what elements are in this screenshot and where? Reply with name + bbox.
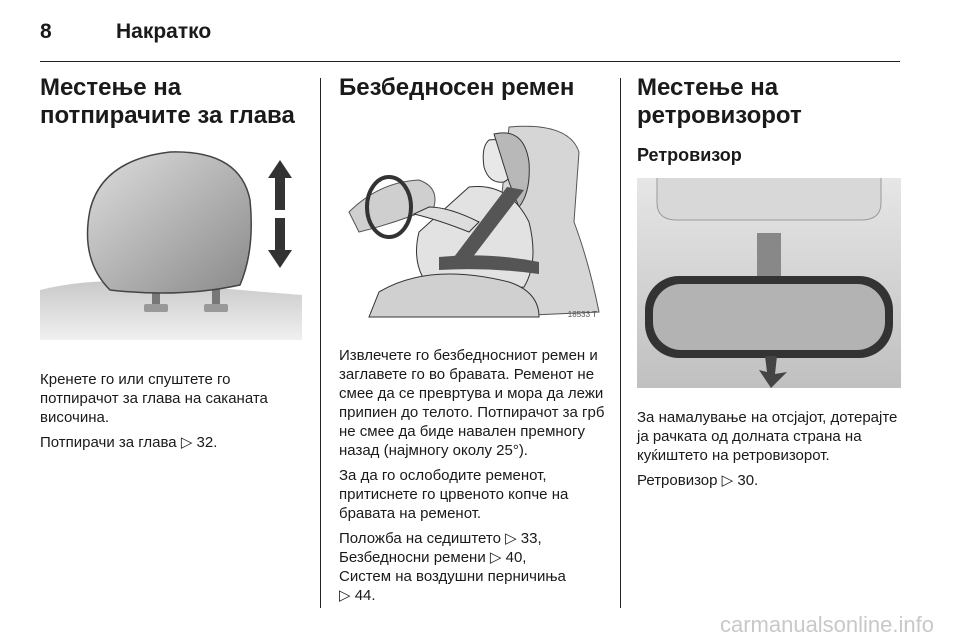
reference-text: Безбедносни ремени: [339, 549, 490, 566]
seatbelt-references: [339, 529, 605, 605]
seatbelt-paragraph-1: Извлечете го безбедносниот ремен и заглавете го во бравата. Ременот не смее да се превртува и мора да лежи припиен до телото. Потпирачот за грб не смее да биде навален премногу назад (најмногу околу 25°).: [339, 347, 605, 459]
mirror-reference: [637, 471, 901, 490]
page-title: Накратко: [116, 20, 212, 43]
seatbelt-illustration: [339, 112, 605, 324]
watermark: carmanualsonline.info: [719, 612, 934, 637]
section-heading-headrests: Местење на потпирачите за глава: [40, 74, 295, 129]
reference-link[interactable]: 30.: [737, 472, 759, 489]
reference-link[interactable]: 44.: [354, 587, 376, 604]
column-divider-2: [620, 78, 621, 608]
headrest-illustration: [40, 140, 302, 352]
reference-text: Потпирачи за глава: [40, 434, 181, 451]
seatbelt-paragraph-2: За да го ослободите ременот, притиснете го црвеното копче на бравата на ременот.: [339, 467, 569, 522]
reference-link[interactable]: 33,: [520, 530, 542, 547]
page-ref-icon: ▷: [489, 549, 502, 566]
section-seatbelt: [339, 74, 605, 605]
reference-text: Систем на воздушни перничиња: [339, 568, 566, 585]
reference-link[interactable]: 40,: [505, 549, 527, 566]
section-heading-mirror: Местење на ретровизорот: [637, 74, 802, 129]
page-ref-icon: ▷: [721, 472, 734, 489]
page-ref-icon: ▷: [505, 530, 517, 547]
headrest-reference: [40, 433, 302, 452]
subheading-mirror: Ретровизор: [637, 145, 742, 165]
reference-link[interactable]: 32.: [196, 434, 218, 451]
column-divider-1: [320, 78, 321, 608]
section-heading-seatbelt: Безбедносен ремен: [339, 74, 575, 101]
page-ref-icon: ▷: [339, 587, 351, 604]
mirror-illustration: [637, 178, 901, 388]
mirror-paragraph: За намалување на отсјајот, дотерајте ја рачката од долната страна на куќиштето на ретровизорот.: [637, 409, 898, 464]
reference-text: Положба на седиштето: [339, 530, 506, 547]
header-rule: [40, 61, 900, 62]
figure-code: 18533 T: [567, 310, 597, 319]
reference-text: Ретровизор: [637, 472, 722, 489]
section-headrests: [40, 74, 302, 458]
page-ref-icon: ▷: [180, 434, 193, 451]
headrest-paragraph: Кренете го или спуштете го потпирачот за глава на саканата височина.: [40, 371, 268, 426]
page-number: 8: [40, 20, 52, 43]
section-mirror: [637, 74, 901, 496]
